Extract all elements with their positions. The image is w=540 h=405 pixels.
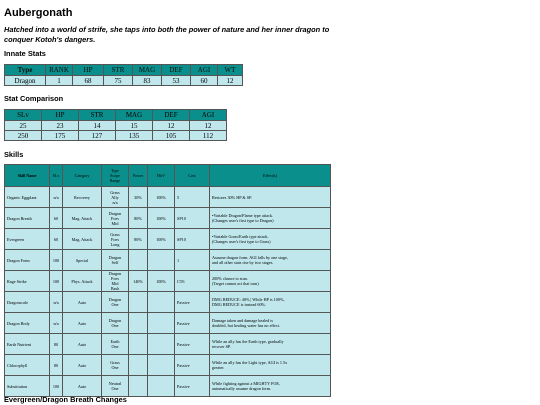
innate-value-cell: 12 <box>218 76 243 86</box>
skill-value-cell: Dragon Self <box>102 250 129 271</box>
skill-row <box>5 334 331 355</box>
innate-header-cell: AGI <box>191 65 218 76</box>
skill-value-cell: Auto <box>63 334 102 355</box>
skill-row <box>5 250 331 271</box>
skill-value-cell: Passive <box>175 334 210 355</box>
innate-header-cell: MAG <box>133 65 162 76</box>
skill-name-cell: Dragon Form <box>5 250 50 271</box>
skills-header-cell: Skill Name <box>5 165 50 187</box>
skills-header-cell: Effect(s) <box>210 165 331 187</box>
skill-value-cell: 80 <box>50 355 63 376</box>
comparison-header-cell: DEF <box>153 110 190 121</box>
comparison-header-cell: STR <box>79 110 116 121</box>
skill-value-cell: Recovery <box>63 187 102 208</box>
skill-name-cell: Dragon Breath <box>5 208 50 229</box>
skills-header-cell: Power <box>129 165 148 187</box>
skill-value-cell: n/a <box>50 313 63 334</box>
skill-value-cell: 1 <box>175 250 210 271</box>
skills-header-cell: SLv <box>50 165 63 187</box>
skill-effect-cell: While an ally has the Earth type, gradually recover SP. <box>210 334 331 355</box>
skill-value-cell: Passive <box>175 292 210 313</box>
skill-value-cell <box>148 292 175 313</box>
skill-row <box>5 229 331 250</box>
skill-value-cell: CT6 <box>175 271 210 292</box>
skill-name-cell: Substitution <box>5 376 50 397</box>
innate-stats-table <box>4 64 243 86</box>
skill-value-cell: n/a <box>50 187 63 208</box>
skill-value-cell: Auto <box>63 292 102 313</box>
skill-value-cell: 80% <box>129 208 148 229</box>
comparison-row <box>5 131 227 141</box>
skill-value-cell <box>148 355 175 376</box>
innate-header-cell: WT <box>218 65 243 76</box>
comparison-value-cell: 135 <box>116 131 153 141</box>
skill-value-cell: Dragon Foes Mid Bash <box>102 271 129 292</box>
skills-table <box>4 164 331 397</box>
skill-effect-cell: Restores 30% HP & SP. <box>210 187 331 208</box>
skill-value-cell <box>129 376 148 397</box>
skill-name-cell: Organic Eggplant <box>5 187 50 208</box>
skill-value-cell: Dragon Foes Mid <box>102 208 129 229</box>
skill-value-cell: 30% <box>129 187 148 208</box>
skill-name-cell: Chlorophyll <box>5 355 50 376</box>
skill-value-cell: Grass Foes Long <box>102 229 129 250</box>
skill-value-cell <box>129 313 148 334</box>
skill-row <box>5 355 331 376</box>
skill-value-cell <box>129 334 148 355</box>
skills-header-cell: Cost <box>175 165 210 187</box>
skill-value-cell: Neutral One <box>102 376 129 397</box>
comparison-value-cell: 12 <box>153 121 190 131</box>
tagline: Hatched into a world of strife, she taps into both the power of nature and her inner dragon to conquer Kotoh's dangers. <box>4 25 330 44</box>
skill-value-cell: 140% <box>129 271 148 292</box>
skill-effect-cell: While an ally has the Light type, AGI is 1.5x greater. <box>210 355 331 376</box>
skill-effect-cell: Damage taken and damage healed is doubled, but healing water has no effect. <box>210 313 331 334</box>
skill-value-cell: Grass Ally n/a <box>102 187 129 208</box>
skill-value-cell: n/a <box>50 292 63 313</box>
skill-value-cell: Earth One <box>102 334 129 355</box>
skill-value-cell: Grass One <box>102 355 129 376</box>
skill-value-cell: Passive <box>175 355 210 376</box>
skill-row <box>5 313 331 334</box>
skill-row <box>5 376 331 397</box>
skill-value-cell: 60 <box>50 208 63 229</box>
skill-name-cell: Dragon Body <box>5 313 50 334</box>
skill-row <box>5 187 331 208</box>
skill-value-cell <box>148 313 175 334</box>
skill-row <box>5 271 331 292</box>
skill-value-cell: Auto <box>63 376 102 397</box>
skill-value-cell: Passive <box>175 376 210 397</box>
skill-effect-cell: While fighting against a MIGHTY FOE, automatically assume dragon form. <box>210 376 331 397</box>
innate-value-cell: 53 <box>162 76 191 86</box>
innate-header-cell: RANK <box>46 65 73 76</box>
stat-comparison-heading: Stat Comparison <box>4 94 64 103</box>
skill-name-cell: Evergreen <box>5 229 50 250</box>
skill-effect-cell: 200% chance to stun. (Target cannot act that turn) <box>210 271 331 292</box>
comparison-value-cell: 175 <box>42 131 79 141</box>
skill-value-cell: 100 <box>50 271 63 292</box>
evergreen-dragon-breath-changes-heading: Evergreen/Dragon Breath Changes <box>4 395 127 404</box>
skill-value-cell <box>129 250 148 271</box>
innate-value-cell: 75 <box>104 76 133 86</box>
skill-value-cell: 100% <box>148 229 175 250</box>
comparison-header-cell: SLv <box>5 110 42 121</box>
innate-value-cell: 83 <box>133 76 162 86</box>
innate-value-cell: 1 <box>46 76 73 86</box>
skills-header-cell: Category <box>63 165 102 187</box>
skill-effect-cell: DMG REDUCE: 40% | While HP is 100%, DMG REDUCE is instead 60%. <box>210 292 331 313</box>
skill-value-cell: Auto <box>63 313 102 334</box>
comparison-value-cell: 25 <box>5 121 42 131</box>
innate-header-cell: Type <box>5 65 46 76</box>
skill-row <box>5 208 331 229</box>
innate-stats-heading: Innate Stats <box>4 49 46 58</box>
comparison-value-cell: 23 <box>42 121 79 131</box>
skill-name-cell: Rage Strike <box>5 271 50 292</box>
innate-value-cell: 68 <box>73 76 104 86</box>
comparison-value-cell: 14 <box>79 121 116 131</box>
skill-value-cell: SP10 <box>175 229 210 250</box>
skill-value-cell: 100 <box>50 250 63 271</box>
skills-header-cell: Type Scope Range <box>102 165 129 187</box>
skill-value-cell <box>148 250 175 271</box>
skill-value-cell: Dragon One <box>102 313 129 334</box>
skill-row <box>5 292 331 313</box>
skill-value-cell <box>129 292 148 313</box>
innate-header-cell: DEF <box>162 65 191 76</box>
skill-value-cell: 80 <box>50 334 63 355</box>
skill-value-cell: Passive <box>175 313 210 334</box>
skill-value-cell: Phys. Attack <box>63 271 102 292</box>
stat-comparison-table <box>4 109 227 141</box>
skill-value-cell: 5 <box>175 187 210 208</box>
skill-value-cell: Mag. Attack <box>63 208 102 229</box>
innate-value-cell: 60 <box>191 76 218 86</box>
skill-value-cell: 100% <box>148 187 175 208</box>
skill-value-cell: Special <box>63 250 102 271</box>
skill-value-cell: Auto <box>63 355 102 376</box>
skill-name-cell: Dragonscale <box>5 292 50 313</box>
comparison-row <box>5 121 227 131</box>
comparison-value-cell: 112 <box>190 131 227 141</box>
skill-effect-cell: •Variable Grass/Earth type attack. (Changes user's first type to Grass) <box>210 229 331 250</box>
skill-effect-cell: Assume dragon form. AGI falls by one stage, and all other stats rise by two stages. <box>210 250 331 271</box>
skill-value-cell: Mag. Attack <box>63 229 102 250</box>
skill-value-cell: Dragon One <box>102 292 129 313</box>
page-title: Aubergonath <box>4 7 73 19</box>
skill-value-cell <box>148 334 175 355</box>
skill-value-cell: 100% <box>148 271 175 292</box>
comparison-value-cell: 12 <box>190 121 227 131</box>
innate-header-cell: HP <box>73 65 104 76</box>
comparison-header-cell: MAG <box>116 110 153 121</box>
comparison-value-cell: 127 <box>79 131 116 141</box>
skill-effect-cell: •Variable Dragon/Flame type attack. (Changes user's first type to Dragon) <box>210 208 331 229</box>
comparison-value-cell: 250 <box>5 131 42 141</box>
skill-value-cell: SP10 <box>175 208 210 229</box>
skill-value-cell: 100 <box>50 376 63 397</box>
skill-value-cell: 60 <box>50 229 63 250</box>
skills-header-cell: HitV <box>148 165 175 187</box>
comparison-value-cell: 15 <box>116 121 153 131</box>
skill-value-cell <box>129 355 148 376</box>
skill-value-cell: 80% <box>129 229 148 250</box>
skills-heading: Skills <box>4 150 24 159</box>
comparison-header-cell: HP <box>42 110 79 121</box>
comparison-header-cell: AGI <box>190 110 227 121</box>
comparison-value-cell: 105 <box>153 131 190 141</box>
skill-value-cell: 100% <box>148 208 175 229</box>
skill-value-cell <box>148 376 175 397</box>
innate-header-cell: STR <box>104 65 133 76</box>
skill-name-cell: Earth Nutrient <box>5 334 50 355</box>
innate-value-cell: Dragon <box>5 76 46 86</box>
